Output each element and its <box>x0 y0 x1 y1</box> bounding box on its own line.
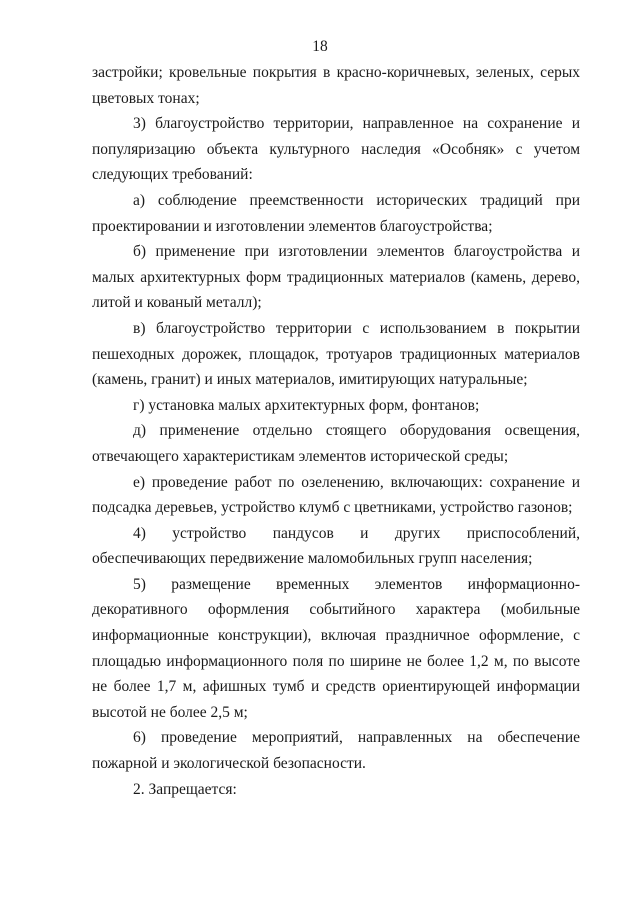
paragraph-item-5: 5) размещение временных элементов информационно-декоративного оформления событийного характера (мобильные информационные конструкции), включая праздничное оформление, с площадью информационного поля по ширине не более 1,2 м, по высоте не более 1,7 м, афишных тумб и средств ориентирующей информации высотой не более 2,5 м; <box>92 575 580 721</box>
paragraph-subitem-e: е) проведение работ по озеленению, включающих: сохранение и подсадка деревьев, устройство клумб с цветниками, устройство газонов; <box>92 473 580 517</box>
paragraph-continuation: застройки; кровельные покрытия в красно-коричневых, зеленых, серых цветовых тонах; <box>92 64 580 107</box>
paragraph-subitem-d: д) применение отдельно стоящего оборудования освещения, отвечающего характеристикам элементов исторической среды; <box>92 422 580 465</box>
paragraph-subitem-a: а) соблюдение преемственности исторических традиций при проектировании и изготовлении элементов благоустройства; <box>92 191 580 235</box>
paragraph-item-3: 3) благоустройство территории, направленное на сохранение и популяризацию объекта культурного наследия «Особняк» с учетом следующих требований: <box>92 115 580 184</box>
paragraph-item-6: 6) проведение мероприятий, направленных на обеспечение пожарной и экологической безопасности. <box>92 729 580 773</box>
document-body <box>92 60 580 802</box>
paragraph-subitem-g: г) установка малых архитектурных форм, фонтанов; <box>133 396 480 414</box>
page-number: 18 <box>312 38 328 55</box>
paragraph-item-4: 4) устройство пандусов и других приспособлений, обеспечивающих передвижение маломобильных групп населения; <box>92 524 580 568</box>
paragraph-subitem-b: б) применение при изготовлении элементов благоустройства и малых архитектурных форм традиционных материалов (камень, дерево, литой и кованый металл); <box>92 243 580 312</box>
section-2-heading: 2. Запрещается: <box>133 780 237 798</box>
paragraph-subitem-v: в) благоустройство территории с использованием в покрытии пешеходных дорожек, площадок, тротуаров традиционных материалов (камень, гранит) и иных материалов, имитирующих натуральные; <box>92 319 580 389</box>
